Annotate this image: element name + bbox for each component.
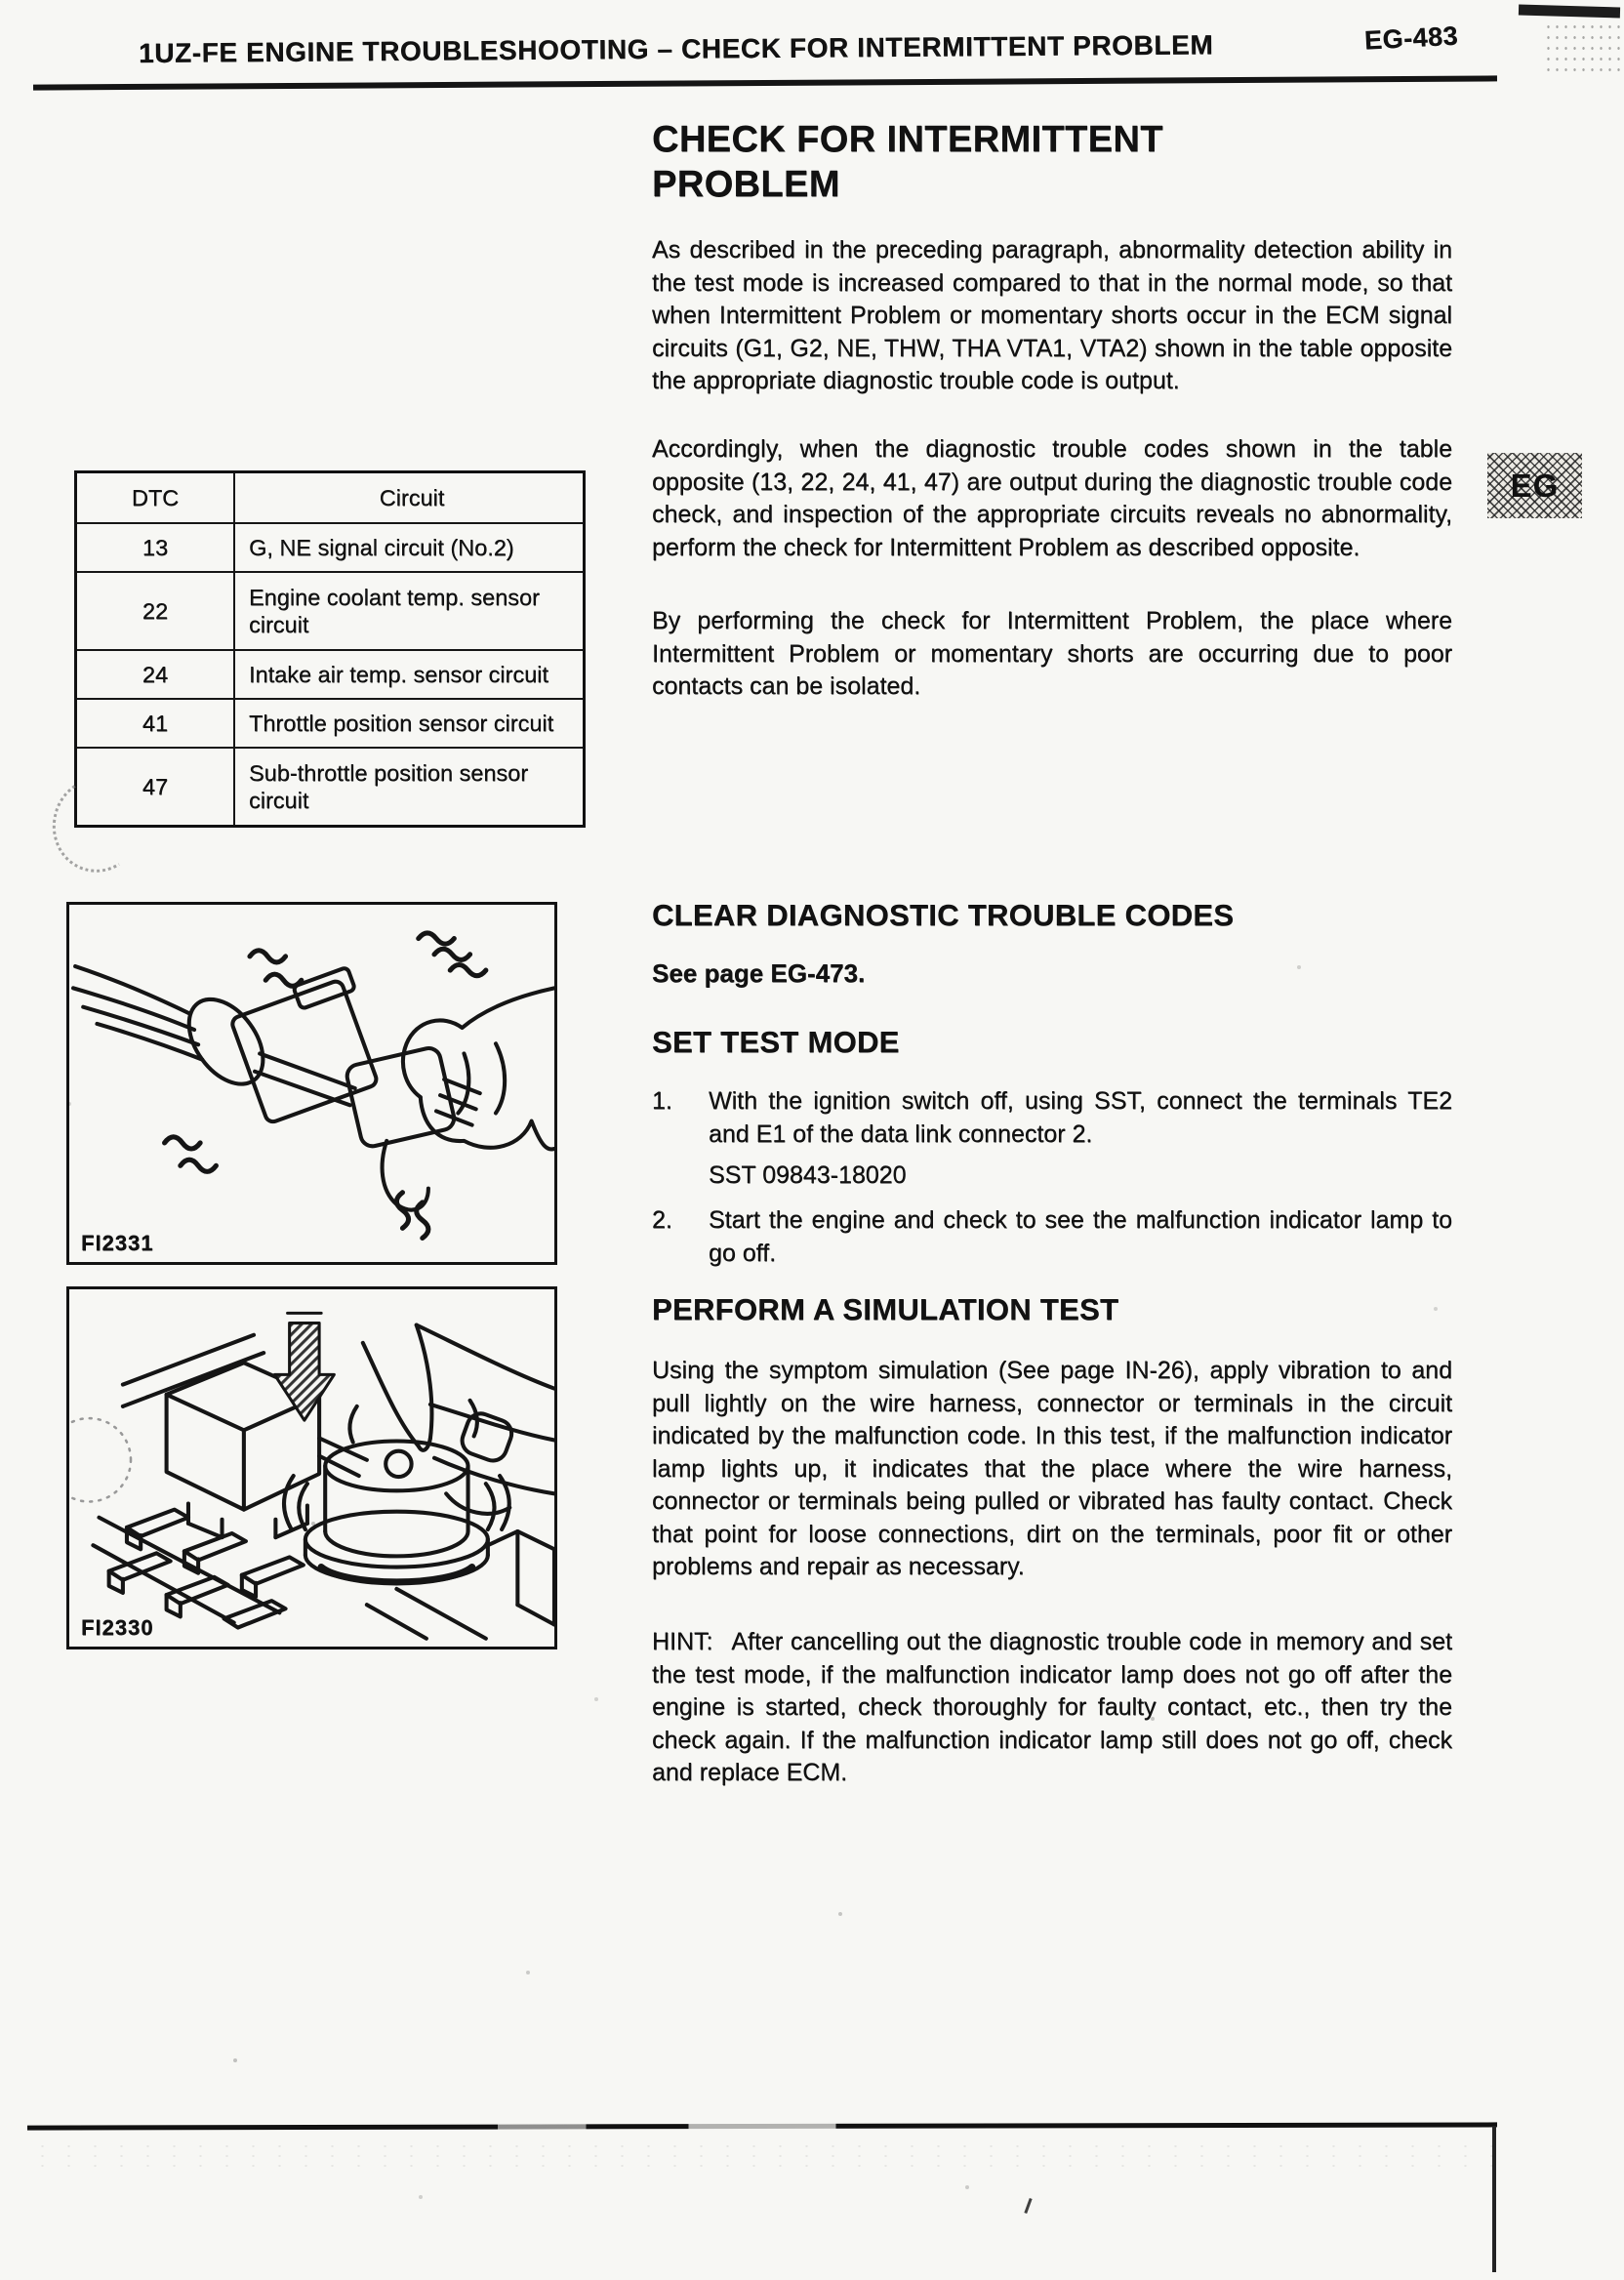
circuit-cell: Sub-throttle position sensor circuit [234,748,585,827]
table-row [76,699,585,748]
heading-set-test-mode: SET TEST MODE [652,1025,900,1059]
simulation-body: Using the symptom simulation (See page IN-26), apply vibration to and pull lightly on the wire harness, connector or terminals in the circuit indicated by the malfunction code. In this test, if the malfunction indicator lamp lights up, it indicates that the place where the wire harness, connector or terminals being pulled or vibrated has faulty contact. Check that point for loose connections, dirt on the terminals, poor fit or other problems and repair as necessary. [652,1357,1452,1580]
header-rule [33,75,1497,90]
page-title [652,117,1452,207]
step-text: Start the engine and check to see the malfunction indicator lamp to go off. [709,1206,1452,1267]
table-row [76,523,585,572]
page-title-line2: PROBLEM [652,164,840,205]
see-page-note: See page EG-473. [652,958,866,988]
scan-ink-mark [1024,2198,1032,2214]
page-title-line1: CHECK FOR INTERMITTENT [652,119,1163,160]
paragraph-1: As described in the preceding paragraph, abnormality detection ability in the test mode is increased compared to that in the normal mode, so that when Intermittent Problem or momentary shorts occur in the ECM signal circuits (G1, G2, NE, THW, THA VTA1, VTA2) shown in the table opposite the appropriate diagnostic trouble code is output. [652,236,1452,394]
pressing-finger [363,1325,554,1514]
step-2 [652,1204,1452,1270]
circuit-cell: G, NE signal circuit (No.2) [234,523,585,572]
dtc-cell: 47 [76,748,235,827]
circuit-cell: Intake air temp. sensor circuit [234,650,585,699]
heading-simulation-test: PERFORM A SIMULATION TEST [652,1292,1119,1326]
edge-tab-label: EG [1510,467,1560,504]
step-text: With the ignition switch off, using SST, connect the terminals TE2 and E1 of the data link connector 2. [709,1087,1452,1148]
scan-noise-dots [1544,21,1622,76]
dtc-table [74,470,586,828]
figure-label: FI2330 [81,1615,154,1640]
paragraph-2: Accordingly, when the diagnostic trouble codes shown in the table opposite (13, 22, 24, 41, 47) are output during the diagnostic trouble code check, and inspection of the appropriate circuits reveals no abnormality, perform the check for Intermittent Problem as described opposite. [652,435,1452,561]
col-header-circuit: Circuit [234,472,585,524]
step-number: 2. [652,1206,672,1234]
step-1 [652,1085,1452,1151]
circuit-cell: Engine coolant temp. sensor circuit [234,572,585,650]
figure-connector-check [66,902,557,1265]
paragraph-3: By performing the check for Intermittent Problem, the place where Intermittent Problem or momentary shorts are occurring due to poor contacts can be isolated. [652,607,1452,700]
connector-illustration [69,905,554,1260]
section-edge-tab [1487,453,1582,518]
hint-paragraph: HINT: After cancelling out the diagnostic trouble code in memory and set the test mode, if the malfunction indicator lamp does not go off after the engine is started, check thoroughly for faulty contact, etc., then try the check again. If the malfunction indicator lamp still does not go off, check and replace ECM. [652,1628,1452,1786]
page-header-title: 1UZ-FE ENGINE TROUBLESHOOTING – CHECK FOR INTERMITTENT PROBLEM [138,29,1214,68]
relay-illustration [69,1289,554,1643]
dtc-cell: 24 [76,650,235,699]
hand [383,988,554,1209]
table-row [76,748,585,827]
scan-noise-strip [29,2141,1493,2169]
press-arrow [274,1313,334,1420]
heading-clear-codes: CLEAR DIAGNOSTIC TROUBLE CODES [652,898,1235,932]
table-row [76,650,585,699]
figure-label: FI2331 [81,1231,154,1255]
sst-number: SST 09843-18020 [709,1161,907,1189]
connector-body [174,967,480,1149]
dtc-cell: 13 [76,523,235,572]
scan-noise-bar [1519,5,1620,19]
dtc-cell: 41 [76,699,235,748]
footer-rule [27,2122,1497,2130]
step-number: 1. [652,1087,672,1115]
wire-harness-left [73,966,202,1060]
vibration-marks [165,933,486,1239]
table-header-row [76,472,585,524]
circuit-cell: Throttle position sensor circuit [234,699,585,748]
dtc-cell: 22 [76,572,235,650]
col-header-dtc: DTC [76,472,235,524]
scan-artifact-circle [69,1418,131,1501]
figure-relay-press [66,1286,557,1649]
table-row [76,572,585,650]
scan-speckles [0,0,2,2]
page-number: EG-483 [1363,20,1459,56]
